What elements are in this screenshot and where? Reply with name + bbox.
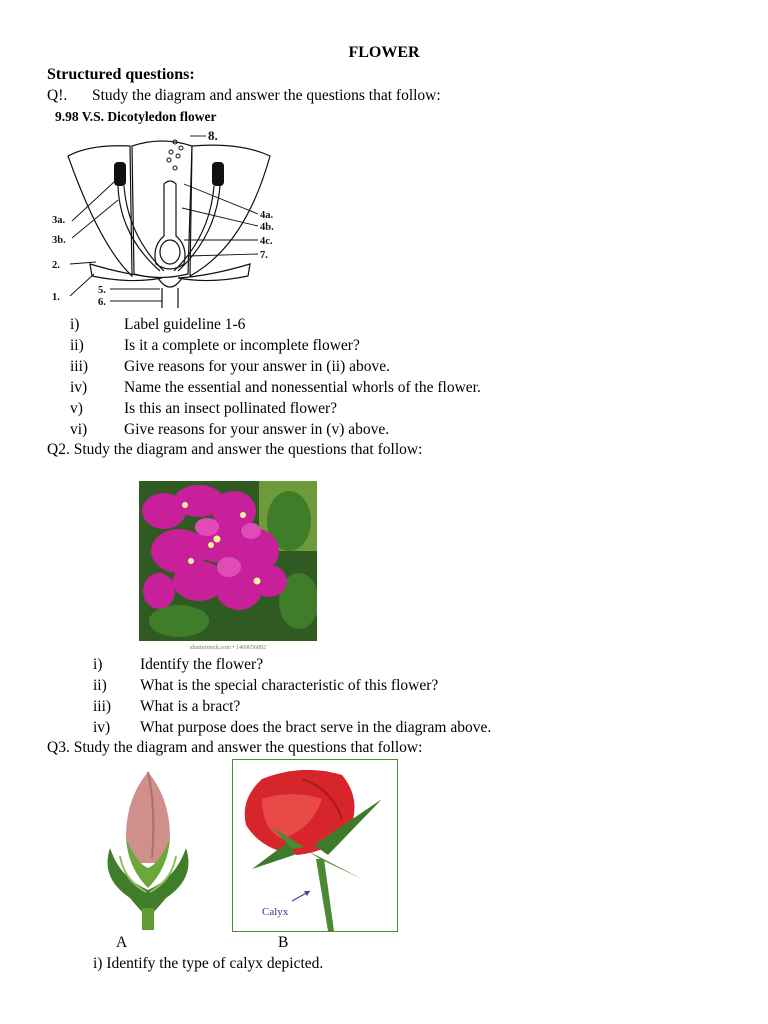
q1-figure-caption: 9.98 V.S. Dicotyledon flower [55, 109, 217, 124]
diagram-label-3a: 3a. [52, 215, 66, 226]
diagram-label-4c: 4c. [260, 236, 273, 247]
calyx-label: Calyx [262, 906, 289, 918]
rose-calyx-photo [232, 759, 398, 932]
diagram-label-5: 5. [98, 285, 106, 296]
list-item: iv) What purpose does the bract serve in the diagram above. [93, 719, 492, 736]
diagram-label-6: 6. [98, 297, 106, 308]
center-petal [132, 141, 192, 278]
list-item: vi) Give reasons for your answer in (v) above. [70, 421, 390, 438]
diagram-label-4b: 4b. [260, 222, 274, 233]
q1-prompt: Study the diagram and answer the questions that follow: [92, 87, 441, 104]
q2-question-list [93, 654, 491, 738]
q1-heading [47, 87, 441, 105]
dicot-flower-diagram [50, 126, 290, 316]
image-b-label: B [278, 934, 289, 951]
page-title: FLOWER [348, 44, 420, 61]
q3-heading: Q3. Study the diagram and answer the questions that follow: [47, 739, 423, 756]
image-a-label: A [116, 934, 128, 951]
diagram-label-7: 7. [260, 250, 268, 261]
list-item: iii) What is a bract? [93, 698, 241, 715]
list-item: i) Label guideline 1-6 [70, 316, 246, 333]
list-item: iii) Give reasons for your answer in (ii) above. [70, 358, 390, 375]
diagram-label-3b: 3b. [52, 235, 66, 246]
list-item: iv) Name the essential and nonessential whorls of the flower. [70, 379, 481, 396]
list-item: ii) What is the special characteristic of this flower? [93, 677, 439, 694]
diagram-label-8: 8. [208, 128, 218, 143]
list-item: i) Identify the flower? [93, 656, 264, 673]
bougainvillea-photo [139, 481, 317, 651]
q1-number: Q!. [47, 87, 68, 104]
list-item: v) Is this an insect pollinated flower? [70, 400, 338, 417]
diagram-label-4a: 4a. [260, 210, 274, 221]
q1-question-list [70, 314, 481, 440]
photo-watermark: shutterstock.com • 1469656892 [190, 645, 266, 651]
diagram-label-1: 1. [52, 292, 60, 303]
q3-question: i) Identify the type of calyx depicted. [93, 955, 324, 972]
list-item: ii) Is it a complete or incomplete flower? [70, 337, 360, 354]
diagram-label-2: 2. [52, 260, 60, 271]
hibiscus-bud-photo [90, 768, 202, 933]
right-petal [190, 145, 270, 276]
q2-heading: Q2. Study the diagram and answer the questions that follow: [47, 441, 423, 458]
section-subheading: Structured questions: [47, 66, 195, 83]
